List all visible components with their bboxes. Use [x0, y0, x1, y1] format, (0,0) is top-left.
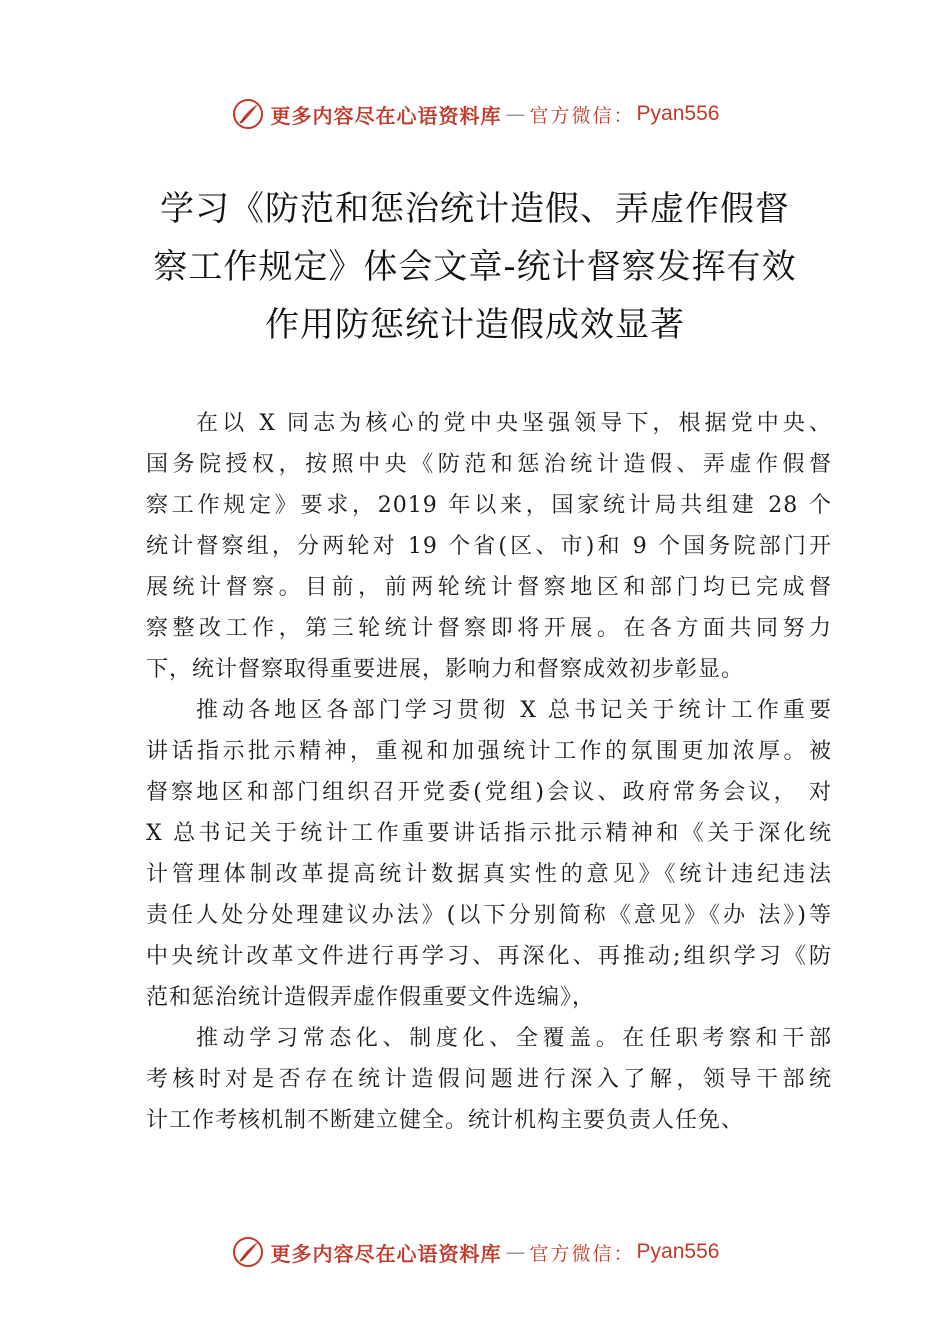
paragraph-line: 统计督察组，分两轮对 19 个省(区、市)和 9 个国务院部门开 — [146, 534, 832, 559]
paragraph-line: 范和惩治统计造假弄虚作假重要文件选编》， — [146, 985, 596, 1010]
paragraph-line: 在以 X 同志为核心的党中央坚强领导下，根据党中央、 — [196, 411, 832, 436]
paragraph-1 — [146, 403, 832, 690]
paragraph-line: 国务院授权，按照中央《防范和惩治统计造假、弄虚作假督 — [146, 452, 832, 477]
paragraph-line: 推动学习常态化、制度化、全覆盖。在任职考察和干部 — [196, 1026, 832, 1051]
header-banner — [0, 94, 950, 134]
paragraph-line: 展统计督察。目前，前两轮统计督察地区和部门均已完成督 — [146, 575, 832, 600]
banner-slogan: 更多内容尽在心语资料库 — [270, 1241, 502, 1266]
paragraph-line: X 总书记关于统计工作重要讲话指示批示精神和《关于深化统 — [146, 821, 832, 846]
banner-dash: — — [505, 102, 526, 126]
paragraph-line: 察整改工作，第三轮统计督察即将开展。在各方面共同努力 — [146, 616, 832, 641]
banner-wechat-label: 官方微信： — [529, 104, 635, 127]
paragraph-line: 计管理体制改革提高统计数据真实性的意见》《统计违纪违法 — [146, 862, 832, 887]
banner-dash: — — [505, 1240, 526, 1264]
title-line: 学习《防范和惩治统计造假、弄虚作假督 — [160, 189, 790, 229]
paragraph-line: 察工作规定》要求，2019 年以来，国家统计局共组建 28 个 — [146, 493, 832, 518]
paragraph-line: 推动各地区各部门学习贯彻 X 总书记关于统计工作重要 — [196, 698, 832, 723]
paragraph-line: 计工作考核机制不断建立健全。统计机构主要负责人任免、 — [146, 1108, 745, 1133]
document-title — [130, 180, 820, 354]
banner-wechat-id: Pyan556 — [636, 1240, 720, 1263]
paragraph-line: 责任人处分处理建议办法》(以下分别简称《意见》《办 法》)等 — [146, 903, 832, 928]
paragraph-line: 下，统计督察取得重要进展，影响力和督察成效初步彰显。 — [146, 657, 745, 682]
title-line: 作用防惩统计造假成效显著 — [265, 305, 685, 345]
paragraph-line: 考核时对是否存在统计造假问题进行深入了解，领导干部统 — [146, 1067, 832, 1092]
paragraph-2 — [146, 690, 832, 1018]
document-body — [146, 403, 832, 1141]
banner-wechat-label: 官方微信： — [529, 1242, 635, 1265]
paragraph-line: 中央统计改革文件进行再学习、再深化、再推动;组织学习《防 — [146, 944, 832, 969]
quill-logo-icon — [231, 97, 265, 131]
paragraph-line: 讲话指示批示精神，重视和加强统计工作的氛围更加浓厚。被 — [146, 739, 832, 764]
banner-slogan: 更多内容尽在心语资料库 — [270, 103, 502, 128]
paragraph-3 — [146, 1018, 832, 1141]
paragraph-line: 督察地区和部门组织召开党委(党组)会议、政府常务会议， 对 — [146, 780, 832, 805]
title-line: 察工作规定》体会文章-统计督察发挥有效 — [153, 247, 797, 287]
banner-wechat-id: Pyan556 — [636, 102, 720, 125]
quill-logo-icon — [231, 1235, 265, 1269]
footer-banner — [0, 1232, 950, 1272]
